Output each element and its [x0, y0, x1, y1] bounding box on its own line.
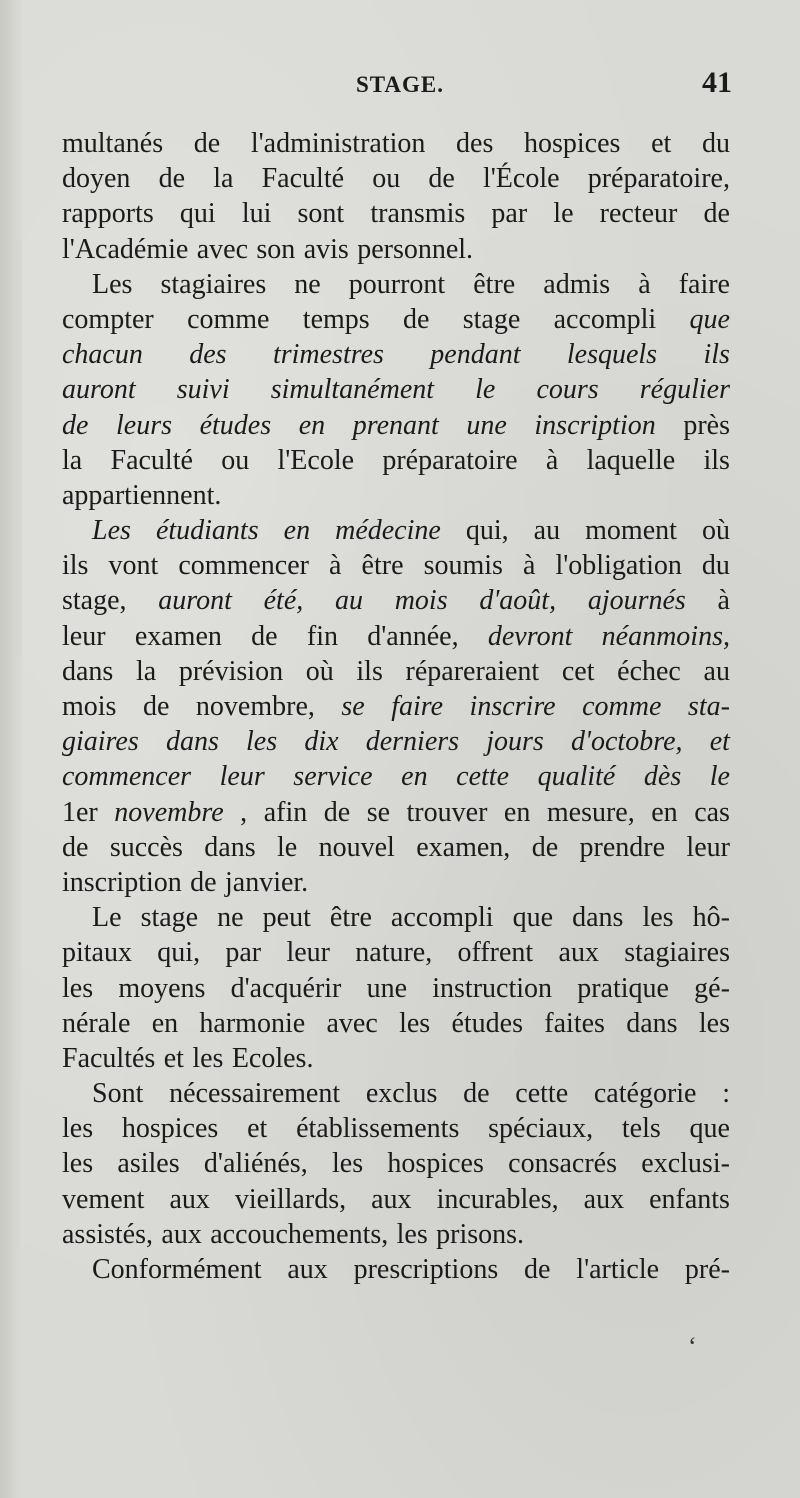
- word: l'Académie: [62, 233, 189, 265]
- text-line: [62, 267, 730, 302]
- word: en: [283, 515, 311, 547]
- text-line: [62, 1182, 730, 1217]
- word: hospices: [524, 128, 621, 159]
- word: nérale: [62, 1007, 131, 1039]
- text-line: [62, 971, 730, 1006]
- word: afin: [263, 796, 308, 828]
- text-line: [62, 126, 730, 161]
- word: personnel.: [357, 233, 474, 265]
- word: sta-: [687, 691, 730, 722]
- word: commencer: [178, 550, 309, 582]
- word: et: [709, 726, 730, 758]
- word: tels: [621, 1113, 661, 1145]
- text-line: [62, 619, 730, 654]
- word: à: [638, 268, 651, 300]
- word: succès: [109, 831, 183, 863]
- word: à: [717, 585, 730, 617]
- word: une: [466, 409, 507, 441]
- word: avec: [326, 1007, 378, 1039]
- word: accouchements,: [210, 1218, 389, 1250]
- word: mois: [394, 585, 448, 617]
- text-line: [62, 478, 730, 513]
- word: cette: [515, 1078, 569, 1110]
- text-line: [62, 196, 730, 231]
- word: les: [192, 1042, 224, 1074]
- word: ajournés: [587, 585, 686, 617]
- word: jours: [486, 726, 544, 758]
- word: recteur: [599, 198, 678, 230]
- word: doyen: [62, 163, 131, 195]
- word: de: [703, 198, 730, 230]
- word: le: [553, 198, 574, 230]
- word: aux: [169, 1183, 210, 1215]
- word: été,: [263, 585, 304, 617]
- word: pendant: [430, 339, 521, 371]
- word: prescriptions: [353, 1254, 499, 1285]
- word: novembre: [114, 796, 224, 828]
- word: lui: [241, 198, 272, 230]
- text-line: [62, 232, 730, 267]
- text-line: [62, 1041, 730, 1076]
- word: de: [524, 1254, 551, 1285]
- word: d'octobre,: [571, 726, 683, 758]
- word: Facultés: [62, 1042, 156, 1074]
- word: harmonie: [199, 1007, 306, 1039]
- word: asiles: [117, 1148, 180, 1180]
- word: qui,: [157, 937, 201, 969]
- word: leur: [219, 761, 265, 793]
- running-head: [60, 66, 732, 106]
- word: novembre,: [195, 691, 315, 722]
- word: les: [62, 972, 94, 1004]
- word: comme: [187, 303, 270, 335]
- word: étudiants: [155, 515, 259, 547]
- word: Ecoles.: [231, 1042, 314, 1074]
- word: de: [62, 409, 89, 441]
- word: le: [709, 761, 730, 793]
- text-line: [62, 689, 730, 724]
- text-line: [62, 759, 730, 794]
- word: les: [698, 1007, 730, 1039]
- word: leurs: [116, 409, 173, 441]
- word: vont: [108, 550, 159, 582]
- word: vement: [62, 1183, 145, 1215]
- word: stage,: [62, 585, 127, 617]
- word: au: [533, 515, 561, 547]
- word: inscription: [62, 866, 182, 898]
- word: près: [683, 409, 730, 441]
- word: le: [277, 831, 298, 863]
- word: d'année,: [367, 620, 459, 652]
- word: leur: [62, 620, 106, 652]
- word: prendre: [579, 831, 666, 863]
- word: que: [689, 303, 730, 335]
- word: trimestres: [272, 339, 384, 371]
- word: de: [142, 691, 170, 722]
- word: Sont: [92, 1078, 144, 1110]
- word: Faculté: [261, 163, 345, 195]
- word: et: [247, 1113, 268, 1145]
- word: les: [332, 1148, 364, 1180]
- word: régulier: [639, 374, 730, 406]
- word: 1er: [62, 796, 98, 828]
- word: ils: [62, 550, 89, 582]
- text-line: [62, 724, 730, 759]
- word: ou: [221, 444, 250, 476]
- word: Conformément: [92, 1254, 262, 1285]
- word: les: [396, 1218, 428, 1250]
- word: qui,: [465, 515, 509, 547]
- word: cette: [456, 761, 509, 793]
- word: à: [522, 550, 536, 582]
- word: hospices: [387, 1148, 484, 1180]
- word: en: [651, 796, 678, 828]
- word: sont: [297, 198, 345, 230]
- page-number: 41: [702, 66, 732, 99]
- word: cours: [536, 374, 599, 406]
- word: prenant: [352, 409, 439, 441]
- word: Le: [92, 902, 122, 934]
- word: de: [193, 128, 221, 159]
- word: du: [701, 550, 730, 582]
- word: études: [199, 409, 272, 441]
- word: comme: [582, 691, 662, 722]
- word: instruction: [432, 972, 552, 1004]
- word: de: [463, 1078, 490, 1110]
- word: gé-: [694, 972, 730, 1004]
- word: mesure,: [546, 796, 635, 828]
- text-line: [62, 302, 730, 337]
- word: d'acquérir: [230, 972, 342, 1004]
- word: avec: [196, 233, 249, 265]
- word: dans: [165, 726, 219, 758]
- word: de: [190, 866, 217, 898]
- word: exclusi-: [641, 1148, 730, 1180]
- word: dans: [626, 1007, 678, 1039]
- word: faire: [678, 268, 730, 300]
- word: études: [451, 1007, 523, 1039]
- word: préparatoire,: [587, 163, 730, 195]
- word: ne: [217, 902, 244, 934]
- word: mois: [62, 691, 117, 722]
- word: l'obligation: [555, 550, 682, 582]
- text-line: [62, 795, 730, 830]
- word: compter: [62, 303, 154, 335]
- word: la: [135, 655, 157, 687]
- word: incurables,: [436, 1183, 559, 1215]
- word: leur: [286, 937, 330, 969]
- word: en: [151, 1007, 179, 1039]
- word: enfants: [649, 1183, 730, 1215]
- word: stage: [140, 902, 199, 934]
- word: derniers: [365, 726, 460, 758]
- word: du: [701, 128, 730, 159]
- word: temps: [302, 303, 370, 335]
- word: établissements: [296, 1113, 460, 1145]
- word: simultanément: [270, 374, 435, 406]
- word: dans: [62, 655, 114, 687]
- text-line: [62, 935, 730, 970]
- word: à: [545, 444, 559, 476]
- word: Faculté: [110, 444, 193, 476]
- word: lesquels: [566, 339, 658, 371]
- word: l'Ecole: [277, 444, 355, 476]
- word: nouvel: [318, 831, 395, 863]
- word: cas: [694, 796, 730, 828]
- word: hospices: [121, 1113, 219, 1145]
- word: être: [473, 268, 516, 300]
- word: pourront: [348, 268, 446, 300]
- word: de: [62, 831, 89, 863]
- word: admis: [543, 268, 611, 300]
- word: ils: [703, 444, 730, 476]
- text-line: [62, 1076, 730, 1111]
- word: les: [62, 1113, 94, 1145]
- word: de: [251, 620, 278, 652]
- text-line: [62, 1006, 730, 1041]
- text-line: [62, 1217, 730, 1252]
- word: faites: [544, 1007, 605, 1039]
- word: fin: [306, 620, 338, 652]
- word: appartiennent.: [62, 479, 222, 511]
- word: à: [329, 550, 342, 582]
- word: accompli: [553, 303, 657, 335]
- word: prisons.: [436, 1218, 525, 1250]
- word: auront: [62, 374, 136, 406]
- word: l'article: [576, 1254, 660, 1285]
- text-line: [62, 161, 730, 196]
- word: au: [334, 585, 363, 617]
- word: spéciaux,: [488, 1113, 594, 1145]
- word: dès: [643, 761, 682, 793]
- word: en: [503, 796, 531, 828]
- word: ,: [240, 796, 248, 828]
- word: chacun: [62, 339, 143, 371]
- word: leur: [686, 831, 730, 863]
- word: hô-: [692, 902, 730, 934]
- text-line: [62, 408, 730, 443]
- text-line: [62, 654, 730, 689]
- word: stagiaires: [160, 268, 267, 300]
- word: nécessairement: [169, 1078, 341, 1110]
- word: janvier.: [224, 866, 309, 898]
- word: d'aliénés,: [203, 1148, 308, 1180]
- word: moyens: [118, 972, 206, 1004]
- word: la: [213, 163, 234, 195]
- word: aux: [161, 1218, 202, 1250]
- running-head-title: STAGE.: [356, 72, 445, 97]
- word: exclus: [365, 1078, 438, 1110]
- word: Les: [92, 515, 131, 547]
- word: faire: [391, 691, 444, 722]
- body-text: [62, 126, 730, 1287]
- text-line: [62, 548, 730, 583]
- word: multanés: [62, 128, 164, 159]
- word: prévision: [178, 655, 284, 687]
- word: ils: [356, 655, 383, 687]
- word: dix: [304, 726, 339, 758]
- word: devront: [487, 620, 573, 652]
- text-line: [62, 337, 730, 372]
- word: de: [403, 303, 430, 335]
- word: Les: [92, 268, 133, 300]
- word: pré-: [684, 1254, 730, 1285]
- text-line: [62, 443, 730, 478]
- word: des: [456, 128, 494, 159]
- word: où: [701, 515, 730, 547]
- text-line: [62, 372, 730, 407]
- text-line: [62, 900, 730, 935]
- word: les: [399, 1007, 431, 1039]
- word: au: [703, 655, 730, 687]
- word: de: [531, 831, 559, 863]
- word: aux: [583, 1183, 625, 1215]
- word: son: [256, 233, 296, 265]
- word: que: [512, 902, 554, 934]
- word: par: [225, 937, 262, 969]
- word: et: [163, 1042, 184, 1074]
- word: transmis: [370, 198, 466, 230]
- word: consacrés: [508, 1148, 617, 1180]
- word: examen,: [416, 831, 511, 863]
- word: ne: [294, 268, 321, 300]
- word: et: [651, 128, 672, 159]
- word: inscription: [534, 409, 656, 441]
- word: par: [491, 198, 528, 230]
- word: avis: [303, 233, 349, 265]
- word: se: [341, 691, 365, 722]
- word: être: [361, 550, 404, 582]
- stray-mark: ʻ: [688, 1332, 697, 1361]
- text-line: [62, 1146, 730, 1181]
- word: service: [293, 761, 373, 793]
- word: qui: [179, 198, 216, 230]
- word: accompli: [390, 902, 494, 934]
- word: être: [329, 902, 372, 934]
- word: dans: [572, 902, 624, 934]
- word: aux: [371, 1183, 412, 1215]
- word: dans: [204, 831, 256, 863]
- word: le: [475, 374, 496, 406]
- word: échec: [617, 655, 681, 687]
- word: de: [428, 163, 455, 195]
- word: des: [189, 339, 227, 371]
- word: offrent: [457, 937, 534, 969]
- word: en: [401, 761, 428, 793]
- word: ils: [703, 339, 730, 371]
- word: où: [305, 655, 334, 687]
- word: aux: [287, 1254, 328, 1285]
- word: cet: [561, 655, 595, 687]
- word: que: [689, 1113, 730, 1145]
- page-gutter: [0, 0, 22, 1498]
- text-line: [62, 865, 730, 900]
- text-line: [62, 513, 730, 548]
- word: préparatoire: [382, 444, 518, 476]
- word: les: [642, 902, 674, 934]
- word: pratique: [577, 972, 669, 1004]
- word: pitaux: [62, 937, 132, 969]
- word: giaires: [62, 726, 139, 758]
- word: qualité: [537, 761, 616, 793]
- word: auront: [158, 585, 232, 617]
- word: nature,: [355, 937, 433, 969]
- text-line: [62, 583, 730, 618]
- word: l'École: [482, 163, 560, 195]
- word: une: [366, 972, 408, 1004]
- word: de: [323, 796, 351, 828]
- text-line: [62, 1252, 730, 1287]
- word: peut: [262, 902, 311, 934]
- word: médecine: [335, 515, 441, 547]
- word: laquelle: [586, 444, 676, 476]
- word: vieillards,: [234, 1183, 347, 1215]
- word: les: [246, 726, 278, 758]
- word: ou: [372, 163, 401, 195]
- word: inscrire: [469, 691, 556, 722]
- word: moment: [585, 515, 677, 547]
- word: stagiaires: [624, 937, 730, 969]
- word: de: [158, 163, 186, 195]
- word: néanmoins,: [601, 620, 730, 652]
- word: rapports: [62, 198, 154, 230]
- word: :: [722, 1078, 730, 1110]
- text-line: [62, 1111, 730, 1146]
- word: en: [298, 409, 326, 441]
- word: commencer: [62, 761, 192, 793]
- word: répareraient: [405, 655, 540, 687]
- word: la: [62, 444, 83, 476]
- word: soumis: [423, 550, 503, 582]
- word: assistés,: [62, 1218, 153, 1250]
- word: les: [62, 1148, 94, 1180]
- word: d'août,: [479, 585, 557, 617]
- word: l'administration: [250, 128, 426, 159]
- word: trouver: [406, 796, 488, 828]
- word: suivi: [176, 374, 230, 406]
- word: se: [366, 796, 391, 828]
- word: examen: [134, 620, 222, 652]
- word: aux: [558, 937, 599, 969]
- text-line: [62, 830, 730, 865]
- word: catégorie: [593, 1078, 697, 1110]
- word: stage: [462, 303, 521, 335]
